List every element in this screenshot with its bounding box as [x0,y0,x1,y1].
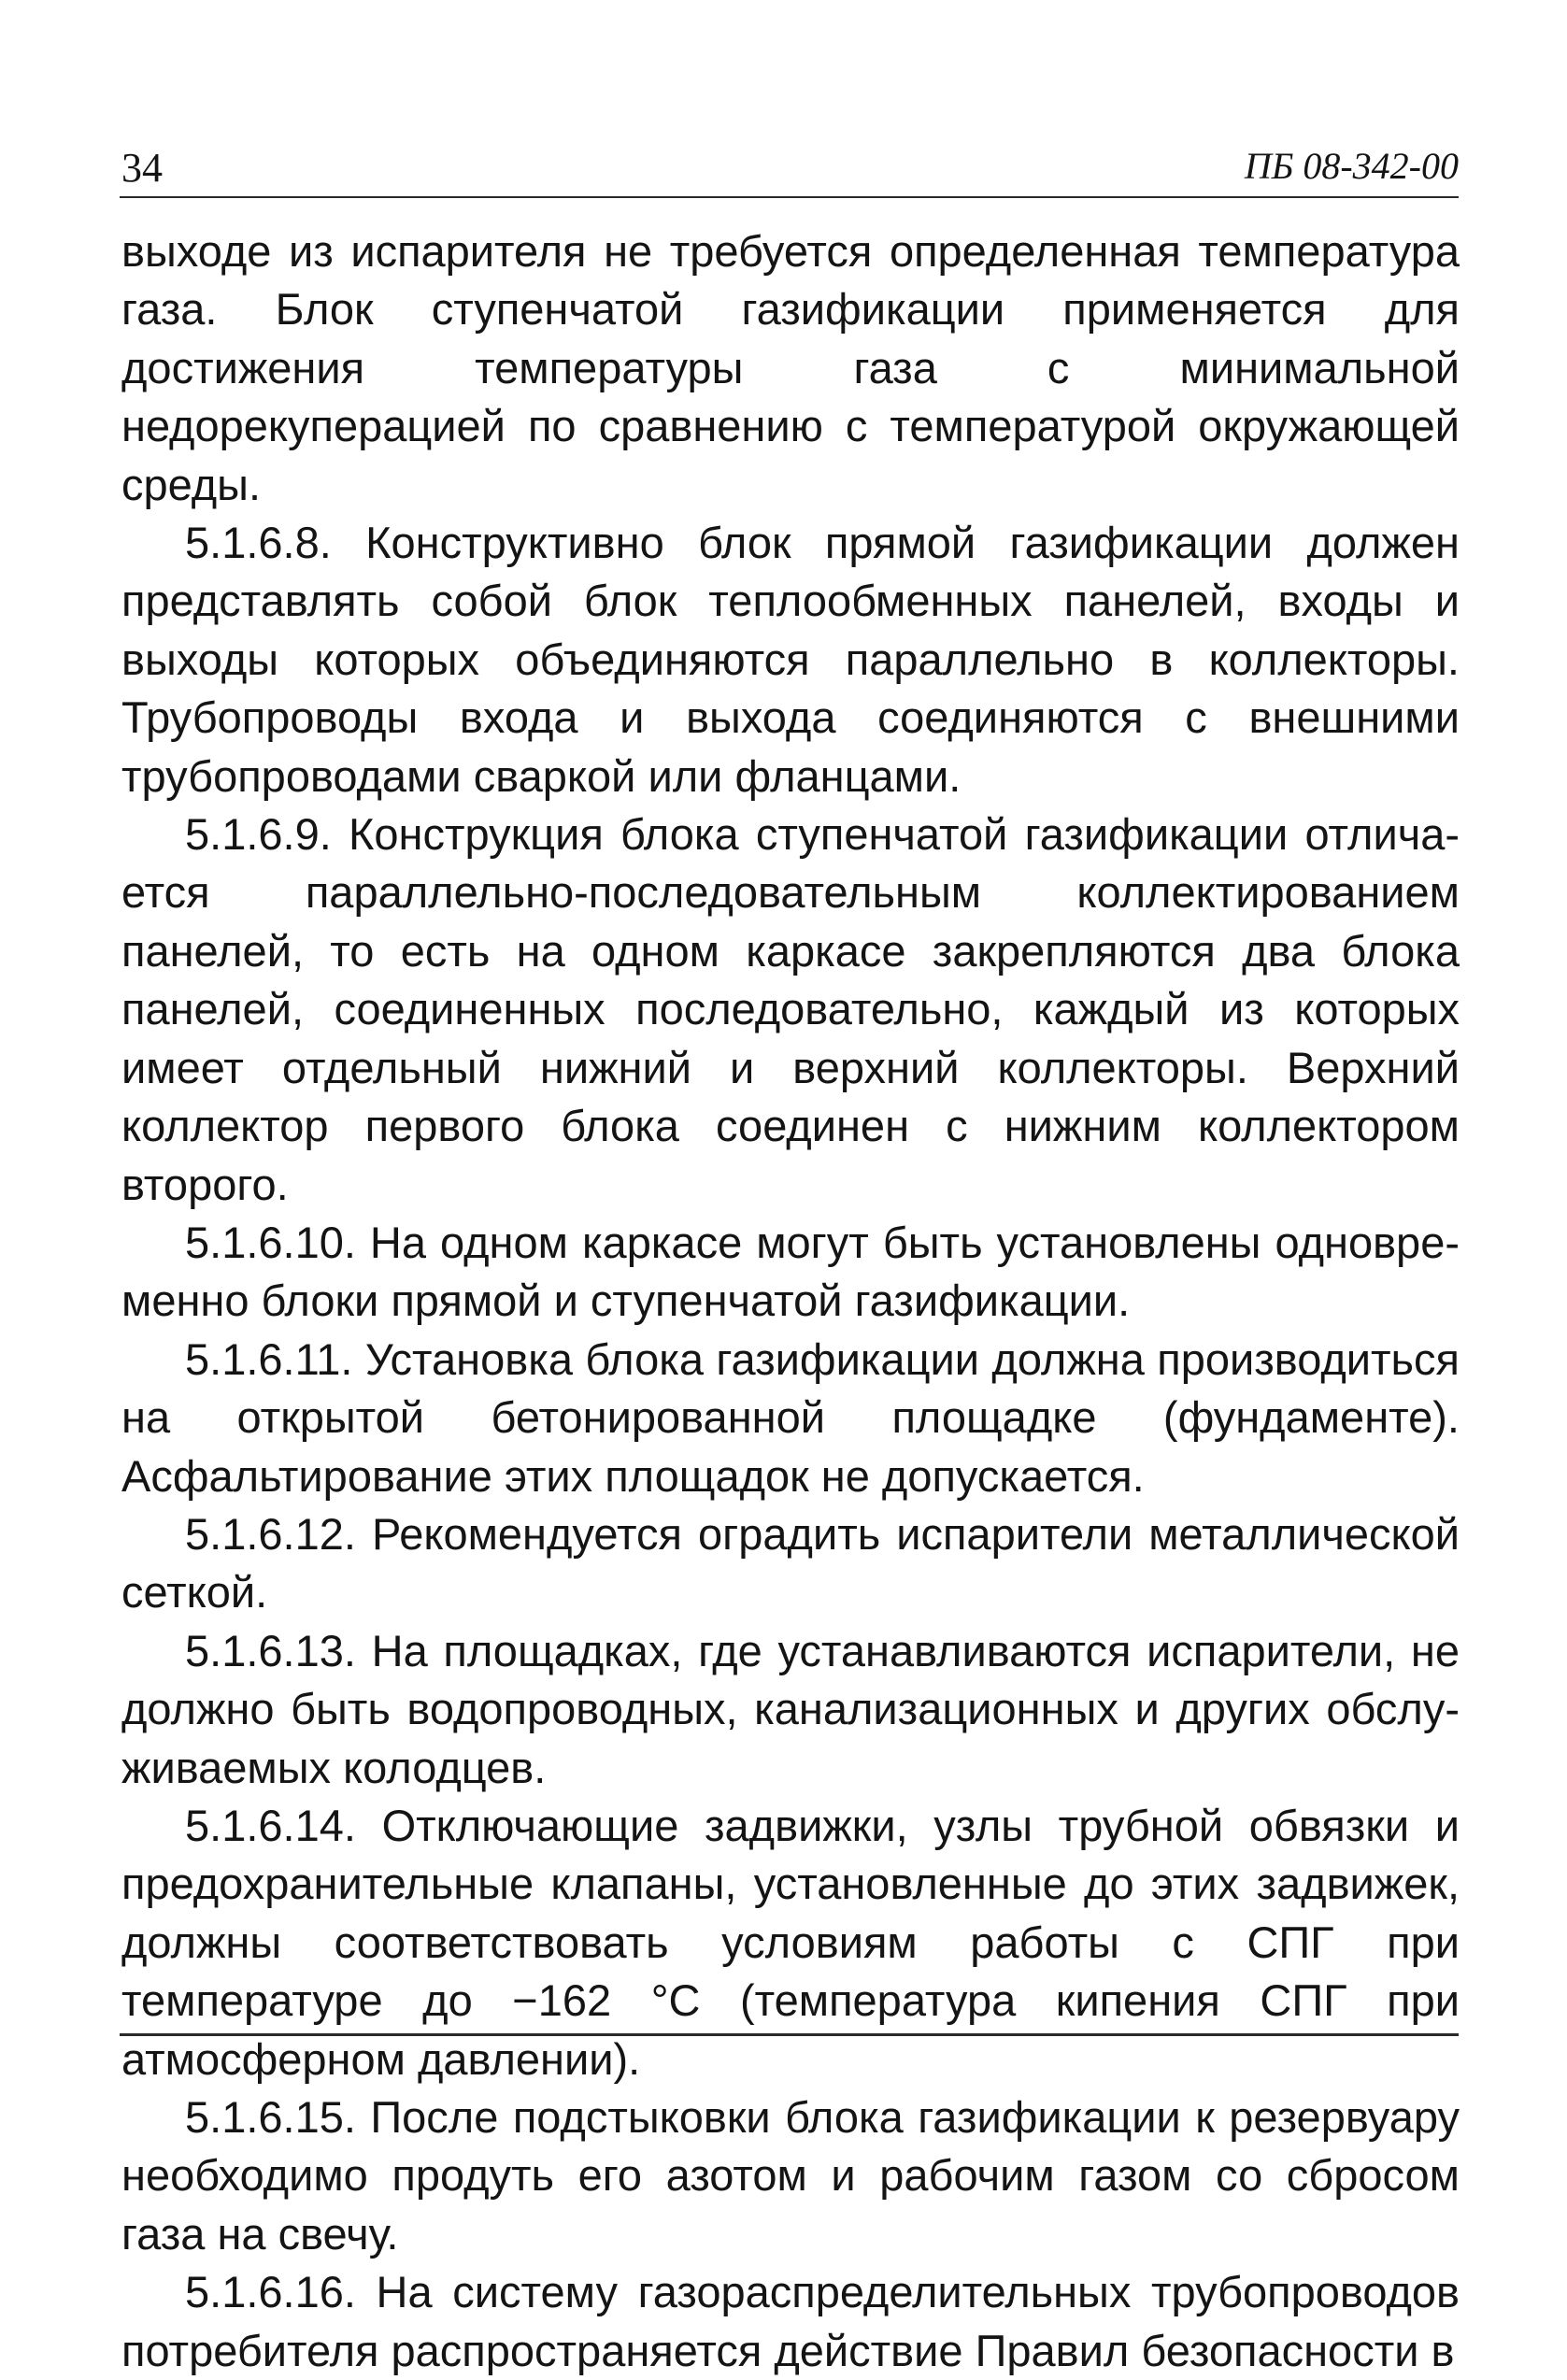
paragraph-5-1-6-10: 5.1.6.10. На одном каркасе могут быть установлены одновременно блоки прямой и ступенчатой газификации. [121,1217,1460,1326]
paragraph-5-1-6-11: 5.1.6.11. Установка блока газификации должна производиться на открытой бетонированной площадке (фундаменте). Асфальтирование этих площадок не допускается. [121,1333,1460,1501]
paragraph-5-1-6-13: 5.1.6.13. На площадках, где устанавливаются испарители, не должно быть водопроводных, канализационных и других обслуживаемых колодцев. [121,1625,1460,1792]
document-body [121,222,1460,2380]
paragraph-5-1-6-12: 5.1.6.12. Рекомендуется оградить испарители металлической сеткой. [121,1508,1460,1618]
paragraph-continuation: выходе из испарителя не требуется определенная температура газа. Блок ступенчатой газификации применяется для достижения температуры газа с минимальной недорекуперацией по сравнению с температурой окружающей среды. [121,226,1460,509]
paragraph-5-1-6-14: 5.1.6.14. Отключающие задвижки, узлы трубной обвязки и предохранительные клапаны, установленные до этих задвижек, должны соответствовать условиям работы с СПГ при температуре до −162 °С (температура кипения СПГ при атмосферном давлении). [121,1800,1460,2084]
paragraph-5-1-6-16: 5.1.6.16. На систему газораспределительных трубопроводов потребителя распространяется действие Правил безопасности в [121,2267,1460,2375]
header-divider [120,196,1459,198]
page-number: 34 [121,145,163,191]
paragraph-5-1-6-9: 5.1.6.9. Конструкция блока ступенчатой газификации отличается параллельно-последовательным коллектированием панелей, то есть на одном каркасе закрепляются два блока панелей, соединенных последовательно, каждый из которых имеет отдельный нижний и верхний коллекторы. Верхний коллектор первого блока соединен с нижним коллектором второго. [121,809,1460,1209]
document-code: ПБ 08-342-00 [1244,145,1459,187]
paragraph-5-1-6-15: 5.1.6.15. После подстыковки блока газификации к резервуару необходимо продуть его азотом и рабочим газом со сбросом газа на свечу. [121,2092,1460,2259]
footer-divider [120,2033,1459,2036]
paragraph-5-1-6-8: 5.1.6.8. Конструктивно блок прямой газификации должен представлять собой блок теплообменных панелей, входы и выходы которых объединяются параллельно в коллекторы. Трубопроводы входа и выхода соединяются с внешними трубопроводами сваркой или фланцами. [121,518,1460,801]
